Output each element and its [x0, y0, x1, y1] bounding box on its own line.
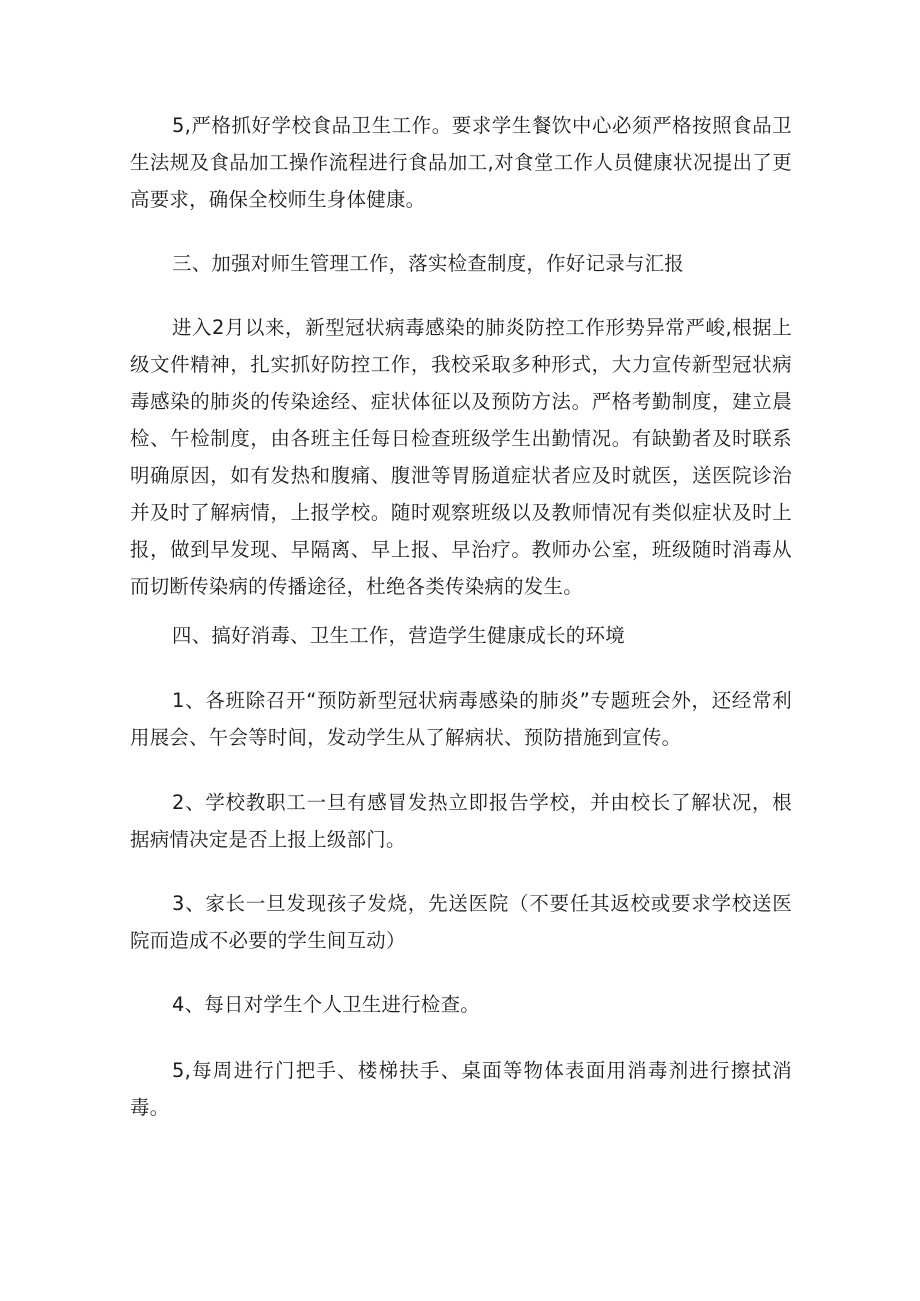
- section-heading-three: 三、加强对师生管理工作，落实检查制度，作好记录与汇报: [172, 252, 684, 275]
- paragraph-item-1: 1、各班除召开“预防新型冠状病毒感染的肺炎”专题班会外，还经常利用展会、午会等时间，发动学生从了解病状、预防措施到宣传。: [130, 689, 792, 749]
- paragraph-item-3: 3、家长一旦发现孩子发烧，先送医院（不要任其返校或要求学校送医院而造成不必要的学生间互动）: [130, 892, 792, 952]
- section-heading-four: 四、搞好消毒、卫生工作，营造学生健康成长的环境: [172, 624, 625, 647]
- paragraph-item-2: 2、学校教职工一旦有感冒发热立即报告学校，并由校长了解状况，根据病情决定是否上报上级部门。: [130, 791, 792, 851]
- paragraph-food-hygiene: 5,严格抓好学校食品卫生工作。要求学生餐饮中心必须严格按照食品卫生法规及食品加工操作流程进行食品加工,对食堂工作人员健康状况提出了更高要求，确保全校师生身体健康。: [130, 114, 792, 211]
- paragraph-item-5: 5,每周进行门把手、楼梯扶手、桌面等物体表面用消毒剂进行擦拭消毒。: [130, 1059, 792, 1119]
- paragraph-prevention-control: 进入2月以来，新型冠状病毒感染的肺炎防控工作形势异常严峻,根据上级文件精神，扎实抓好防控工作，我校采取多种形式，大力宣传新型冠状病毒感染的肺炎的传染途经、症状体征以及预防方法。严格考勤制度，建立晨检、午检制度，由各班主任每日检查班级学生出勤情况。有缺勤者及时联系明确原因，如有发热和腹痛、腹泄等胃肠道症状者应及时就医，送医院诊治并及时了解病情，上报学校。随时观察班级以及教师情况有类似症状及时上报，做到早发现、早隔离、早上报、早治疗。教师办公室，班级随时消毒从而切断传染病的传播途径，杜绝各类传染病的发生。: [130, 316, 792, 598]
- paragraph-item-4: 4、每日对学生个人卫生进行检查。: [172, 993, 480, 1016]
